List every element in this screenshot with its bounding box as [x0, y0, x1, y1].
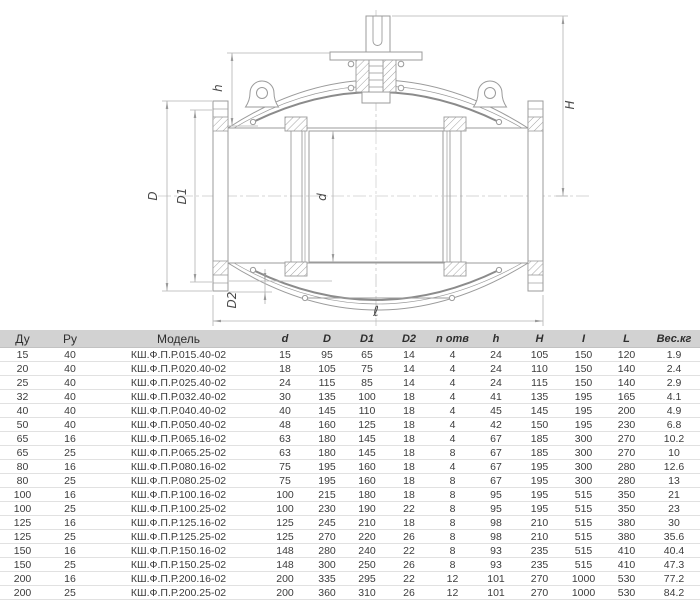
- table-cell: 14: [388, 362, 430, 376]
- table-cell: 42: [475, 418, 517, 432]
- table-cell: 8: [430, 544, 475, 558]
- table-cell: 25: [45, 530, 95, 544]
- table-cell: 14: [388, 348, 430, 362]
- table-cell: 195: [517, 474, 562, 488]
- table-cell: 26: [388, 530, 430, 544]
- table-cell: 195: [517, 460, 562, 474]
- table-cell: 110: [517, 362, 562, 376]
- table-cell: 47.3: [648, 558, 700, 572]
- table-cell: 40.4: [648, 544, 700, 558]
- table-cell: 21: [648, 488, 700, 502]
- table-cell: 190: [346, 502, 388, 516]
- table-row: [0, 348, 700, 362]
- table-row: [0, 544, 700, 558]
- column-header: Вес.кг: [648, 330, 700, 348]
- table-cell: 24: [475, 348, 517, 362]
- table-cell: 145: [517, 404, 562, 418]
- table-cell: 75: [262, 460, 308, 474]
- table-cell: 93: [475, 544, 517, 558]
- table-cell: 65: [346, 348, 388, 362]
- table-row: [0, 362, 700, 376]
- table-cell: 210: [346, 516, 388, 530]
- table-cell: 335: [308, 572, 346, 586]
- table-cell: 4.9: [648, 404, 700, 418]
- table-cell: 2.9: [648, 376, 700, 390]
- table-row: [0, 418, 700, 432]
- table-cell: 195: [308, 474, 346, 488]
- table-cell: 515: [562, 558, 605, 572]
- table-cell: 150: [0, 558, 45, 572]
- table-cell: КШ.Ф.П.Р.125.25-02: [95, 530, 262, 544]
- table-cell: 4: [430, 376, 475, 390]
- table-cell: КШ.Ф.П.Р.065.16-02: [95, 432, 262, 446]
- table-cell: 515: [562, 502, 605, 516]
- table-cell: 14: [388, 376, 430, 390]
- table-cell: 125: [0, 516, 45, 530]
- table-cell: 145: [308, 404, 346, 418]
- table-cell: 280: [605, 460, 648, 474]
- table-cell: 235: [517, 558, 562, 572]
- table-cell: 13: [648, 474, 700, 488]
- table-cell: 150: [562, 376, 605, 390]
- table-cell: 230: [605, 418, 648, 432]
- table-cell: 245: [308, 516, 346, 530]
- column-header: d: [262, 330, 308, 348]
- table-cell: 65: [0, 432, 45, 446]
- table-cell: 270: [517, 572, 562, 586]
- flange-right: [528, 101, 543, 291]
- table-cell: 410: [605, 544, 648, 558]
- table-cell: КШ.Ф.П.Р.125.16-02: [95, 516, 262, 530]
- table-cell: 80: [0, 460, 45, 474]
- table-cell: 95: [475, 502, 517, 516]
- table-cell: КШ.Ф.П.Р.150.25-02: [95, 558, 262, 572]
- table-header: [0, 330, 700, 348]
- table-cell: 125: [262, 530, 308, 544]
- table-row: [0, 474, 700, 488]
- flange-left: [213, 101, 228, 291]
- table-cell: 185: [517, 432, 562, 446]
- table-row: [0, 488, 700, 502]
- table-cell: 300: [562, 474, 605, 488]
- table-cell: 4: [430, 418, 475, 432]
- table-cell: 95: [475, 488, 517, 502]
- table-cell: 210: [517, 516, 562, 530]
- table-cell: 200: [262, 586, 308, 600]
- table-cell: 25: [45, 586, 95, 600]
- table-cell: 1.9: [648, 348, 700, 362]
- table-cell: 148: [262, 558, 308, 572]
- table-cell: 40: [45, 376, 95, 390]
- table-cell: КШ.Ф.П.Р.080.16-02: [95, 460, 262, 474]
- table-cell: 100: [262, 488, 308, 502]
- table-cell: 98: [475, 516, 517, 530]
- table-cell: 145: [346, 446, 388, 460]
- table-cell: 100: [262, 502, 308, 516]
- table-cell: 93: [475, 558, 517, 572]
- table-cell: 105: [517, 348, 562, 362]
- dim-label-L: ℓ: [373, 304, 379, 320]
- table-cell: 125: [346, 418, 388, 432]
- table-cell: 140: [605, 362, 648, 376]
- table-cell: 41: [475, 390, 517, 404]
- table-cell: 8: [430, 516, 475, 530]
- table-cell: КШ.Ф.П.Р.050.40-02: [95, 418, 262, 432]
- table-cell: 22: [388, 502, 430, 516]
- table-cell: 98: [475, 530, 517, 544]
- table-cell: 200: [605, 404, 648, 418]
- table-cell: 10.2: [648, 432, 700, 446]
- column-header: I: [562, 330, 605, 348]
- table-cell: 95: [308, 348, 346, 362]
- table-cell: КШ.Ф.П.Р.100.25-02: [95, 502, 262, 516]
- table-cell: 16: [45, 432, 95, 446]
- table-cell: 180: [346, 488, 388, 502]
- table-cell: 20: [0, 362, 45, 376]
- table-cell: 18: [388, 432, 430, 446]
- table-cell: 40: [45, 348, 95, 362]
- table-cell: 270: [517, 586, 562, 600]
- table-cell: 101: [475, 572, 517, 586]
- table-cell: 515: [562, 544, 605, 558]
- table-row: [0, 502, 700, 516]
- table-cell: 200: [0, 586, 45, 600]
- table-cell: КШ.Ф.П.Р.015.40-02: [95, 348, 262, 362]
- table-cell: 180: [308, 446, 346, 460]
- stem-assembly: [330, 16, 422, 103]
- table-cell: 1000: [562, 572, 605, 586]
- dim-label-d: d: [315, 193, 329, 201]
- table-cell: 63: [262, 446, 308, 460]
- table-cell: 165: [605, 390, 648, 404]
- table-cell: 30: [648, 516, 700, 530]
- column-header: D: [308, 330, 346, 348]
- table-cell: 530: [605, 586, 648, 600]
- table-row: [0, 432, 700, 446]
- table-cell: КШ.Ф.П.Р.080.25-02: [95, 474, 262, 488]
- table-cell: 12: [430, 586, 475, 600]
- table-cell: 32: [0, 390, 45, 404]
- table-cell: 65: [0, 446, 45, 460]
- table-cell: 67: [475, 474, 517, 488]
- table-cell: 380: [605, 530, 648, 544]
- table-cell: 16: [45, 516, 95, 530]
- table-cell: 8: [430, 474, 475, 488]
- table-cell: 195: [562, 418, 605, 432]
- table-cell: 77.2: [648, 572, 700, 586]
- table-cell: 515: [562, 488, 605, 502]
- table-cell: 4: [430, 404, 475, 418]
- column-header: Ду: [0, 330, 45, 348]
- table-cell: 101: [475, 586, 517, 600]
- table-cell: 115: [308, 376, 346, 390]
- table-cell: 310: [346, 586, 388, 600]
- dim-label-h: h: [211, 84, 225, 92]
- table-cell: 4: [430, 432, 475, 446]
- table-cell: 4: [430, 362, 475, 376]
- table-cell: 150: [562, 348, 605, 362]
- column-header: L: [605, 330, 648, 348]
- table-cell: 300: [308, 558, 346, 572]
- table-cell: 67: [475, 432, 517, 446]
- table-cell: 150: [517, 418, 562, 432]
- table-cell: 120: [605, 348, 648, 362]
- table-cell: 100: [0, 488, 45, 502]
- table-row: [0, 516, 700, 530]
- column-header: H: [517, 330, 562, 348]
- table-cell: 85: [346, 376, 388, 390]
- table-cell: 25: [45, 446, 95, 460]
- table-cell: 230: [308, 502, 346, 516]
- table-cell: 15: [262, 348, 308, 362]
- table-cell: 40: [45, 404, 95, 418]
- table-cell: 8: [430, 502, 475, 516]
- table-cell: 125: [262, 516, 308, 530]
- lifting-lug-left: [246, 81, 279, 107]
- dimensions-table: [0, 330, 700, 600]
- table-cell: 18: [388, 390, 430, 404]
- table-cell: 45: [475, 404, 517, 418]
- table-cell: 235: [517, 544, 562, 558]
- table-row: [0, 530, 700, 544]
- table-cell: 240: [346, 544, 388, 558]
- table-row: [0, 390, 700, 404]
- table-cell: 150: [562, 362, 605, 376]
- column-header: D2: [388, 330, 430, 348]
- table-cell: 75: [262, 474, 308, 488]
- table-cell: 50: [0, 418, 45, 432]
- table-cell: 215: [308, 488, 346, 502]
- table-cell: 280: [308, 544, 346, 558]
- table-cell: 67: [475, 446, 517, 460]
- table-cell: 270: [605, 432, 648, 446]
- table-cell: КШ.Ф.П.Р.150.16-02: [95, 544, 262, 558]
- table-cell: 360: [308, 586, 346, 600]
- table-cell: 8: [430, 446, 475, 460]
- table-cell: 8: [430, 530, 475, 544]
- table-cell: 8: [430, 558, 475, 572]
- table-cell: 48: [262, 418, 308, 432]
- table-cell: 16: [45, 544, 95, 558]
- dim-label-H: H: [563, 100, 577, 110]
- table-cell: 180: [308, 432, 346, 446]
- table-cell: 24: [262, 376, 308, 390]
- table-cell: 18: [388, 460, 430, 474]
- column-header: n отв: [430, 330, 475, 348]
- table-cell: 8: [430, 488, 475, 502]
- table-cell: 300: [562, 446, 605, 460]
- table-cell: 16: [45, 572, 95, 586]
- table-cell: 185: [517, 446, 562, 460]
- table-cell: 25: [45, 558, 95, 572]
- table-cell: 16: [45, 488, 95, 502]
- table-cell: 270: [308, 530, 346, 544]
- table-cell: 25: [45, 474, 95, 488]
- table-cell: 350: [605, 502, 648, 516]
- table-cell: 18: [388, 418, 430, 432]
- table-row: [0, 460, 700, 474]
- table-cell: 195: [562, 404, 605, 418]
- column-header: Ру: [45, 330, 95, 348]
- table-cell: 15: [0, 348, 45, 362]
- table-cell: 150: [0, 544, 45, 558]
- table-row: [0, 558, 700, 572]
- table-cell: 300: [562, 460, 605, 474]
- table-cell: 1000: [562, 586, 605, 600]
- table-cell: 26: [388, 558, 430, 572]
- table-row: [0, 586, 700, 600]
- column-header: Модель: [95, 330, 262, 348]
- table-cell: 105: [308, 362, 346, 376]
- lifting-lug-right: [474, 81, 507, 107]
- table-cell: 135: [308, 390, 346, 404]
- dim-label-D2: D2: [225, 291, 239, 309]
- table-cell: 16: [45, 460, 95, 474]
- table-cell: КШ.Ф.П.Р.025.40-02: [95, 376, 262, 390]
- table-cell: 67: [475, 460, 517, 474]
- table-cell: 135: [517, 390, 562, 404]
- table-cell: 160: [346, 460, 388, 474]
- dim-label-D1: D1: [175, 187, 189, 205]
- table-cell: 515: [562, 516, 605, 530]
- table-cell: 110: [346, 404, 388, 418]
- table-cell: КШ.Ф.П.Р.200.16-02: [95, 572, 262, 586]
- column-header: h: [475, 330, 517, 348]
- table-cell: 26: [388, 586, 430, 600]
- table-cell: 63: [262, 432, 308, 446]
- table-cell: 23: [648, 502, 700, 516]
- table-cell: 515: [562, 530, 605, 544]
- table-cell: 140: [605, 376, 648, 390]
- table-cell: 295: [346, 572, 388, 586]
- table-cell: 250: [346, 558, 388, 572]
- table-cell: 160: [346, 474, 388, 488]
- dim-label-D: D: [146, 191, 160, 201]
- table-cell: КШ.Ф.П.Р.020.40-02: [95, 362, 262, 376]
- table-cell: 40: [45, 418, 95, 432]
- table-row: [0, 446, 700, 460]
- table-cell: 4.1: [648, 390, 700, 404]
- table-cell: 22: [388, 572, 430, 586]
- table-cell: 2.4: [648, 362, 700, 376]
- table-cell: 18: [388, 516, 430, 530]
- table-cell: 210: [517, 530, 562, 544]
- table-cell: 300: [562, 432, 605, 446]
- table-cell: 40: [45, 362, 95, 376]
- table-cell: 4: [430, 348, 475, 362]
- table-cell: 18: [388, 488, 430, 502]
- table-cell: 4: [430, 460, 475, 474]
- table-cell: 25: [0, 376, 45, 390]
- table-cell: 75: [346, 362, 388, 376]
- table-cell: КШ.Ф.П.Р.065.25-02: [95, 446, 262, 460]
- table-cell: 12: [430, 572, 475, 586]
- table-cell: 195: [517, 488, 562, 502]
- table-cell: 6.8: [648, 418, 700, 432]
- table-cell: 100: [346, 390, 388, 404]
- table-row: [0, 404, 700, 418]
- table-cell: 22: [388, 544, 430, 558]
- table-cell: КШ.Ф.П.Р.100.16-02: [95, 488, 262, 502]
- table-header-row: [0, 330, 700, 348]
- table-body: [0, 348, 700, 600]
- table-cell: 195: [517, 502, 562, 516]
- table-cell: 12.6: [648, 460, 700, 474]
- table-cell: 350: [605, 488, 648, 502]
- table-cell: 410: [605, 558, 648, 572]
- table-cell: 30: [262, 390, 308, 404]
- table-cell: 24: [475, 376, 517, 390]
- table-cell: 18: [388, 404, 430, 418]
- table-cell: 18: [388, 446, 430, 460]
- table-cell: 530: [605, 572, 648, 586]
- table-cell: 84.2: [648, 586, 700, 600]
- table-cell: 40: [262, 404, 308, 418]
- table-cell: 40: [0, 404, 45, 418]
- table-cell: 148: [262, 544, 308, 558]
- table-cell: 380: [605, 516, 648, 530]
- table-cell: 80: [0, 474, 45, 488]
- table-cell: КШ.Ф.П.Р.032.40-02: [95, 390, 262, 404]
- table-cell: 280: [605, 474, 648, 488]
- table-cell: 10: [648, 446, 700, 460]
- table-row: [0, 376, 700, 390]
- table-cell: 160: [308, 418, 346, 432]
- table-cell: 200: [0, 572, 45, 586]
- table-cell: 200: [262, 572, 308, 586]
- table-cell: 18: [262, 362, 308, 376]
- table-cell: КШ.Ф.П.Р.200.25-02: [95, 586, 262, 600]
- table-cell: 195: [562, 390, 605, 404]
- table-cell: 115: [517, 376, 562, 390]
- table-cell: 4: [430, 390, 475, 404]
- table-cell: 145: [346, 432, 388, 446]
- table-row: [0, 572, 700, 586]
- table-cell: 35.6: [648, 530, 700, 544]
- table-cell: 25: [45, 502, 95, 516]
- table-cell: 100: [0, 502, 45, 516]
- column-header: D1: [346, 330, 388, 348]
- table-cell: 195: [308, 460, 346, 474]
- table-cell: КШ.Ф.П.Р.040.40-02: [95, 404, 262, 418]
- table-cell: 220: [346, 530, 388, 544]
- table-cell: 24: [475, 362, 517, 376]
- table-cell: 40: [45, 390, 95, 404]
- table-cell: 125: [0, 530, 45, 544]
- table-cell: 18: [388, 474, 430, 488]
- table-cell: 270: [605, 446, 648, 460]
